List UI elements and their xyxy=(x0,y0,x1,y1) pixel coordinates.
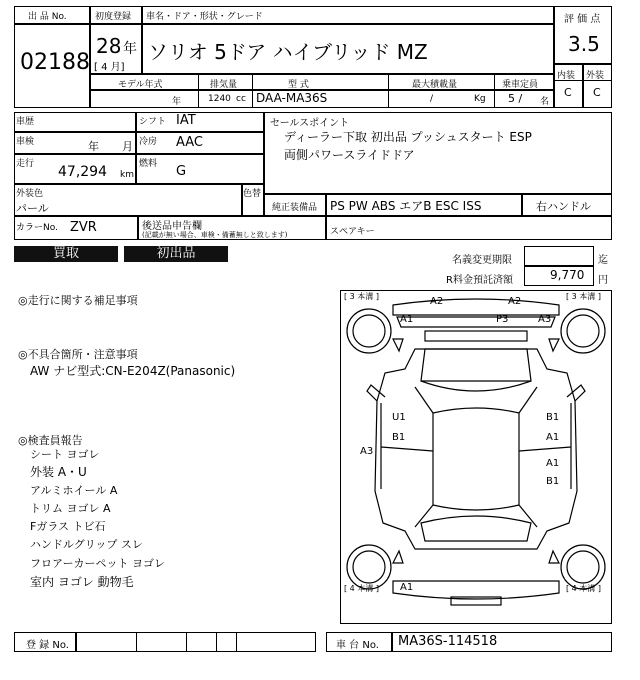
damage-mark: A2 xyxy=(508,296,522,307)
spec-divider-1 xyxy=(198,74,199,108)
tire-depth-front-left: [ 3 本溝 ] xyxy=(344,292,379,301)
recycle-unit: 円 xyxy=(598,275,608,286)
reg-year-unit: 年 xyxy=(123,41,137,57)
damage-mark: A1 xyxy=(400,582,414,593)
displacement-label: 排気量 xyxy=(210,80,238,90)
reg-month: [ 4 月] xyxy=(94,62,125,73)
exterior-label: 外装 xyxy=(586,71,605,81)
reg-no-label: 登 録 No. xyxy=(26,640,69,651)
damage-mark: A2 xyxy=(430,296,444,307)
sales-line-2: 両側パワースライドドア xyxy=(284,148,415,162)
damage-mark: B1 xyxy=(392,432,406,443)
exterior-grade: C xyxy=(593,86,601,99)
interior-label: 内装 xyxy=(557,71,576,81)
inspector-item: シート ヨゴレ xyxy=(30,448,100,461)
damage-mark: A1 xyxy=(400,314,414,325)
buy-flag: 買取 xyxy=(14,246,118,262)
inspector-item: ハンドルグリップ スレ xyxy=(30,538,143,551)
tire-front-left xyxy=(347,309,391,353)
inspector-item: アルミホイール A xyxy=(30,484,118,497)
color-no-label: カラーNo. xyxy=(16,223,58,233)
tire-depth-rear-left: [ 4 本溝 ] xyxy=(344,584,379,593)
model-type-label: 型 式 xyxy=(288,80,309,90)
mileage-unit: km xyxy=(120,170,134,180)
tire-depth-front-right: [ 3 本溝 ] xyxy=(566,292,601,301)
max-load-slash: / xyxy=(430,94,434,104)
spec-divider-3 xyxy=(388,74,389,108)
inspector-item: 外装 A・U xyxy=(30,465,87,479)
mileage-value: 47,294 xyxy=(58,164,107,180)
name-change-box xyxy=(524,246,594,266)
displacement-value: 1240 xyxy=(208,94,231,104)
damage-mark: U1 xyxy=(392,412,406,423)
capacity-label: 乗車定員 xyxy=(502,80,539,90)
ac-label: 冷房 xyxy=(139,137,158,147)
lot-label: 出 品 No. xyxy=(28,12,67,22)
inspection-month: 月 xyxy=(122,140,133,153)
max-load-label: 最大積載量 xyxy=(412,80,458,90)
first-listing-flag: 初出品 xyxy=(124,246,228,262)
color-no-value: ZVR xyxy=(70,220,97,235)
mileage-label: 走行 xyxy=(16,159,35,169)
drive-notes-title: ◎走行に関する補足事項 xyxy=(18,294,138,307)
car-label: 車名・ドア・形状・グレード xyxy=(146,12,263,22)
inspector-item: フロアーカーペット ヨゴレ xyxy=(30,557,165,570)
interior-grade: C xyxy=(564,86,572,99)
score-label: 評 価 点 xyxy=(564,14,601,25)
car-diagram xyxy=(340,290,612,624)
car-outline xyxy=(341,291,611,623)
model-code: DAA-MA36S xyxy=(256,91,328,105)
steering-value: 右ハンドル xyxy=(536,200,591,213)
fuel-value: G xyxy=(176,164,187,179)
defect-item: AW ナビ型式:CN-E204Z(Panasonic) xyxy=(30,364,236,378)
capacity-value: 5 / xyxy=(508,92,523,105)
damage-mark: A1 xyxy=(546,458,560,469)
sales-label: セールスポイント xyxy=(270,118,350,129)
reg-year: 28 xyxy=(96,34,122,58)
reg-divider-4 xyxy=(236,632,237,652)
inspection-year: 年 xyxy=(88,140,99,153)
reg-divider-2 xyxy=(186,632,187,652)
car-name: ソリオ 5ドア ハイブリッド MZ xyxy=(148,40,428,64)
tire-depth-rear-right: [ 4 本溝 ] xyxy=(566,584,601,593)
exterior-color-value: パール xyxy=(16,202,49,215)
spec-divider-2 xyxy=(252,74,253,108)
standard-equip-label: 純正装備品 xyxy=(272,203,318,213)
aftermarket-label: 後送品申告欄 xyxy=(142,221,202,232)
inspector-title: ◎検査員報告 xyxy=(18,434,83,447)
exterior-color-label: 外装色 xyxy=(16,189,44,199)
model-year-label: モデル年式 xyxy=(118,80,163,90)
damage-mark: P3 xyxy=(496,314,509,325)
damage-mark: B1 xyxy=(546,412,560,423)
standard-equip-value: PS PW ABS エアB ESC ISS xyxy=(330,199,482,213)
shift-label: シフト xyxy=(139,117,167,127)
damage-mark: A3 xyxy=(538,314,552,325)
max-load-unit: Kg xyxy=(474,94,486,104)
shift-value: IAT xyxy=(176,113,196,128)
chassis-no: MA36S-114518 xyxy=(398,634,498,649)
score-value: 3.5 xyxy=(568,32,600,56)
reg-divider-1 xyxy=(136,632,137,652)
ac-value: AAC xyxy=(176,135,203,150)
model-year-unit: 年 xyxy=(172,97,182,107)
chassis-label: 車 台 No. xyxy=(336,640,379,651)
name-change-label: 名義変更期限 xyxy=(452,255,512,266)
reg-divider-3 xyxy=(216,632,217,652)
damage-mark: A3 xyxy=(360,446,374,457)
spec-divider-4 xyxy=(494,74,495,108)
inspector-item: 室内 ヨゴレ 動物毛 xyxy=(30,575,134,589)
lot-number: 02188 xyxy=(20,50,90,75)
inspector-item: Fガラス トビ石 xyxy=(30,520,106,533)
recycle-amount: 9,770 xyxy=(550,268,585,282)
sales-line-1: ディーラー下取 初出品 プッシュスタート ESP xyxy=(284,130,532,144)
inspection-label: 車検 xyxy=(16,137,35,147)
color-change-label: 色替 xyxy=(243,189,262,199)
history-label: 車歴 xyxy=(16,117,35,127)
damage-mark: B1 xyxy=(546,476,560,487)
name-change-unit: 迄 xyxy=(598,255,608,266)
capacity-unit: 名 xyxy=(540,97,550,107)
inspector-item: トリム ヨゴレ A xyxy=(30,502,111,515)
spare-value: スペアキー xyxy=(330,227,375,237)
fuel-label: 燃料 xyxy=(139,159,158,169)
reg-no-field xyxy=(76,632,316,652)
defect-notes-title: ◎不具合箇所・注意事項 xyxy=(18,348,138,361)
recycle-label: R料金預託済額 xyxy=(446,275,513,286)
aftermarket-note: (記載が無い場合、車検・備蓄無しと致します) xyxy=(142,231,288,239)
first-reg-label: 初度登録 xyxy=(95,12,132,22)
damage-mark: A1 xyxy=(546,432,560,443)
displacement-unit: cc xyxy=(236,94,246,104)
